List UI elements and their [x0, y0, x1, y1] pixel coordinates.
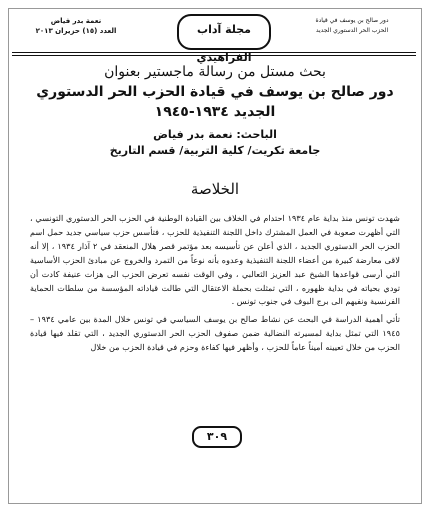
author-name: الباحث: نعمة بدر فياض	[153, 128, 277, 141]
abstract-body	[30, 212, 400, 355]
header-title-line1: دور صالح بن يوسف في قيادة	[315, 17, 389, 24]
author-affiliation: جامعة تكريت/ كلية التربية/ قسم التاريخ	[109, 144, 321, 157]
header-author: نعمة بدر فياض	[50, 17, 102, 25]
abstract-heading: الخلاصة	[190, 180, 240, 198]
page-number: ٣٠٩	[192, 426, 242, 448]
header-rule	[12, 52, 416, 53]
journal-logo: مجلة آداب الفراهيدي	[177, 14, 271, 50]
paper-title-continued: الجديد ١٩٣٤-١٩٤٥	[154, 104, 276, 120]
paper-subtitle: بحث مستل من رسالة ماجستير بعنوان	[104, 64, 326, 80]
running-header	[12, 12, 416, 64]
header-rule-secondary	[12, 55, 416, 56]
header-title-line2: الحزب الحر الدستوري الجديد	[315, 27, 389, 34]
abstract-paragraph-2: تأتي أهمية الدراسة في البحث عن نشاط صالح بن يوسف السياسي في تونس خلال المدة بين عامي ١٩٣٤ – ١٩٤٥ التي تمثل بداية لمسيرته النضالية ضمن صفوف الحزب الحر الدستوري الجديد ، التي تقلد فيها قيادة الحزب من خلال تعيينه أميناً عاماً للحزب ، وأظهر فيها كفاءة وحزم في قيادة الحزب من خلال	[30, 314, 400, 353]
paper-title: دور صالح بن يوسف في قيادة الحزب الحر الدستوري	[36, 84, 394, 100]
header-right	[292, 16, 412, 36]
header-left	[16, 16, 136, 36]
abstract-paragraph-1: شهدت تونس منذ بداية عام ١٩٣٤ احتدام في الخلاف بين القيادة الوطنية في الحزب الحر الدستوري التونسي ، التي أظهرت صعوبة في العمل المشترك داخل اللجنة التنفيذية للحزب ، فتأسس حزب سياسي جديد حمل اسم الحزب الحر الدستوري الجديد ، الذي أعلن عن تأسيسه بعد مؤتمر قصر هلال المنعقد في ٢ آذار ١٩٣٤ ، إلا أنه لاقى معارضة كبيرة من أعضاء اللجنة التنفيذية وعدوه بأنه نوعاً من التمرد والخروج عن مبادئ الحزب الأساسية التي أرسى قواعدها الشيخ عبد العزيز الثعالبي ، وفي الوقت نفسه تعرض الحزب الى هزات عنيفة كادت أن تودي بحياته في بداية ظهوره ، التي تمثلت بحملة الاعتقال التي طالت قياداته المؤسسة من سلطات الحماية الفرنسية ونفيهم الى برج البوف في جنوب تونس .	[30, 213, 400, 307]
header-issue: العدد (١٥) حزيران ٢٠١٣	[35, 27, 117, 35]
